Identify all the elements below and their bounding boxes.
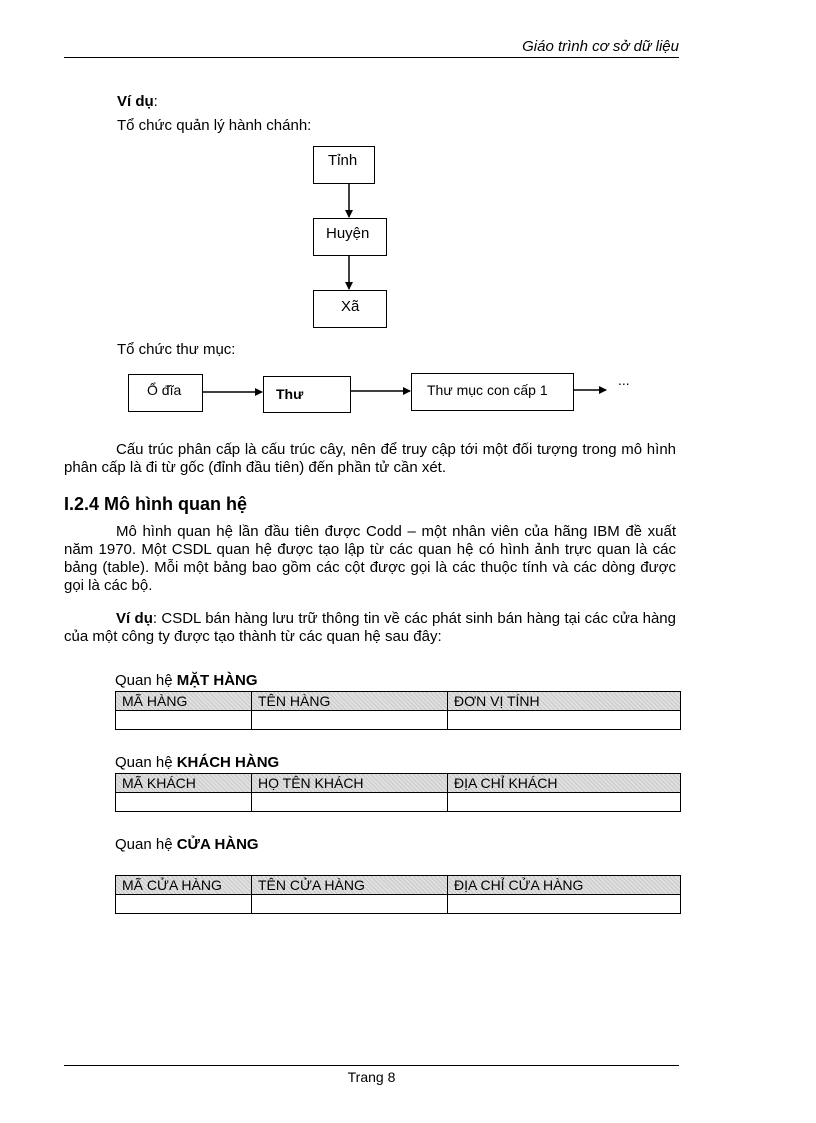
- diagram-arrows: [0, 0, 816, 450]
- table-cell: [448, 895, 681, 914]
- column-header: ĐƠN VỊ TÍNH: [448, 692, 681, 711]
- dir-chain-ellipsis: ...: [618, 372, 630, 388]
- tree-node-xa: Xã: [313, 290, 387, 328]
- table-cell: [116, 711, 252, 730]
- table-cell: [116, 895, 252, 914]
- dir-node-drive: Ổ đĩa: [128, 374, 203, 412]
- footer-rule: [64, 1065, 679, 1066]
- table-cell: [448, 793, 681, 812]
- table-row: [116, 711, 681, 730]
- example2-paragraph: [64, 610, 676, 646]
- column-header: TÊN CỬA HÀNG: [252, 876, 448, 895]
- relation-caption-mathang: Quan hệ MẶT HÀNG: [115, 672, 258, 689]
- dir-caption: Tổ chức thư mục:: [117, 341, 236, 358]
- example2-label: Ví dụ: [116, 610, 153, 627]
- table-cell: [252, 711, 448, 730]
- column-header: TÊN HÀNG: [252, 692, 448, 711]
- table-header-row: [116, 774, 681, 793]
- example-label: Ví dụ: [117, 93, 154, 110]
- example2-text: : CSDL bán hàng lưu trữ thông tin về các phát sinh bán hàng tại các cửa hàng của một công ty được tạo thành từ các quan hệ sau đây:: [64, 610, 676, 645]
- table-row: [116, 793, 681, 812]
- tree-node-huyen: Huyện: [313, 218, 387, 256]
- hierarchy-paragraph: Cấu trúc phân cấp là cấu trúc cây, nên để truy cập tới một đối tượng trong mô hình phân cấp là đi từ gốc (đỉnh đầu tiên) đến phần tử cần xét.: [64, 441, 676, 476]
- example-colon: :: [153, 93, 158, 110]
- relation-caption-cuahang: Quan hệ CỬA HÀNG: [115, 836, 259, 853]
- section-title: I.2.4 Mô hình quan hệ: [64, 494, 248, 514]
- admin-caption: Tổ chức quản lý hành chánh:: [117, 117, 312, 134]
- table-cell: [252, 793, 448, 812]
- dir-node-subfolder: Thư mục con cấp 1: [411, 373, 574, 411]
- table-cell: [252, 895, 448, 914]
- relation-table-mathang: [115, 691, 681, 730]
- page-number: Trang 8: [347, 1069, 396, 1085]
- column-header: MÃ KHÁCH: [116, 774, 252, 793]
- column-header: HỌ TÊN KHÁCH: [252, 774, 448, 793]
- column-header: MÃ HÀNG: [116, 692, 252, 711]
- header-title: Giáo trình cơ sở dữ liệu: [522, 38, 679, 55]
- table-cell: [116, 793, 252, 812]
- tree-node-tinh: Tỉnh: [313, 146, 375, 184]
- table-row: [116, 895, 681, 914]
- column-header: ĐỊA CHỈ KHÁCH: [448, 774, 681, 793]
- column-header: MÃ CỬA HÀNG: [116, 876, 252, 895]
- relational-paragraph: Mô hình quan hệ lần đầu tiên được Codd – một nhân viên của hãng IBM đề xuất năm 1970. Một CSDL quan hệ được tạo lập từ các quan hệ có hình ảnh trực quan là các bảng (table). Mỗi một bảng bao gồm các cột được gọi là các thuộc tính và các dòng được gọi là các bộ.: [64, 523, 676, 594]
- dir-node-folder: Thư: [263, 376, 351, 413]
- relation-table-khachhang: [115, 773, 681, 812]
- relation-caption-khachhang: Quan hệ KHÁCH HÀNG: [115, 754, 280, 771]
- table-header-row: [116, 692, 681, 711]
- table-header-row: [116, 876, 681, 895]
- relation-table-cuahang: [115, 875, 681, 914]
- table-cell: [448, 711, 681, 730]
- column-header: ĐỊA CHỈ CỬA HÀNG: [448, 876, 681, 895]
